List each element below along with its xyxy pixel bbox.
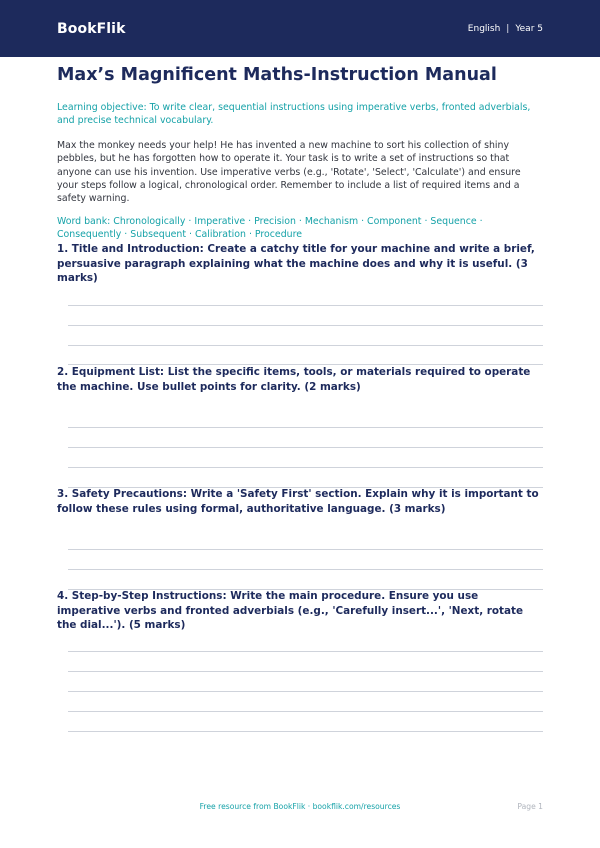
answer-line[interactable] <box>68 651 543 652</box>
footer-resource-link[interactable]: Free resource from BookFlik · bookflik.com/resources <box>199 802 401 811</box>
subject-label: English <box>467 23 501 34</box>
answer-line[interactable] <box>68 325 543 326</box>
question-3 <box>57 487 543 516</box>
question-text: 1. Title and Introduction: Create a catchy title for your machine and write a brief, persuasive paragraph explaining what the machine does and why it is useful. (3 marks) <box>57 243 535 285</box>
question-4 <box>57 589 543 633</box>
question-text: 3. Safety Precautions: Write a 'Safety First' section. Explain why it is important to follow these rules using formal, authoritative language. (3 marks) <box>57 488 539 515</box>
worksheet-title: Max’s Magnificent Maths-Instruction Manual <box>57 65 497 85</box>
learning-objective: Learning objective: To write clear, sequential instructions using imperative verbs, fronted adverbials, and precise technical vocabulary. <box>57 102 531 127</box>
answer-line[interactable] <box>68 447 543 448</box>
answer-line[interactable] <box>68 711 543 712</box>
word-bank: Word bank: Chronologically · Imperative · Precision · Mechanism · Component · Sequence · Consequently · Subsequent · Calibration · Procedure <box>57 215 483 241</box>
question-text: 2. Equipment List: List the specific items, tools, or materials required to operate the machine. Use bullet points for clarity. (2 marks) <box>57 366 531 393</box>
answer-line[interactable] <box>68 671 543 672</box>
answer-line[interactable] <box>68 467 543 468</box>
answer-line[interactable] <box>68 305 543 306</box>
page-header <box>0 0 600 57</box>
answer-line[interactable] <box>68 731 543 732</box>
page-number: Page 1 <box>517 802 543 811</box>
question-2 <box>57 365 543 394</box>
meta-separator: | <box>506 23 510 34</box>
answer-line[interactable] <box>68 569 543 570</box>
question-1 <box>57 242 543 286</box>
worksheet-intro <box>57 64 543 242</box>
answer-line[interactable] <box>68 345 543 346</box>
answer-line[interactable] <box>68 549 543 550</box>
intro-paragraph: Max the monkey needs your help! He has invented a new machine to sort his collection of shiny pebbles, but he has forgotten how to operate it. Your task is to write a set of instructions so that anyone can use his invention. Use imperative verbs (e.g., 'Rotate', 'Select', 'Calculate') and ensure your steps follow a logical, chronological order. Remember to include a list of required items and a safety warning. <box>57 139 521 205</box>
answer-line[interactable] <box>68 427 543 428</box>
year-label: Year 5 <box>515 23 543 34</box>
brand-logo[interactable]: BookFlik <box>57 20 126 37</box>
question-text: 4. Step-by-Step Instructions: Write the main procedure. Ensure you use imperative verbs and fronted adverbials (e.g., 'Carefully insert...', 'Next, rotate the dial...'). (5 marks) <box>57 590 524 632</box>
answer-line[interactable] <box>68 691 543 692</box>
subject-year-meta <box>468 24 543 34</box>
